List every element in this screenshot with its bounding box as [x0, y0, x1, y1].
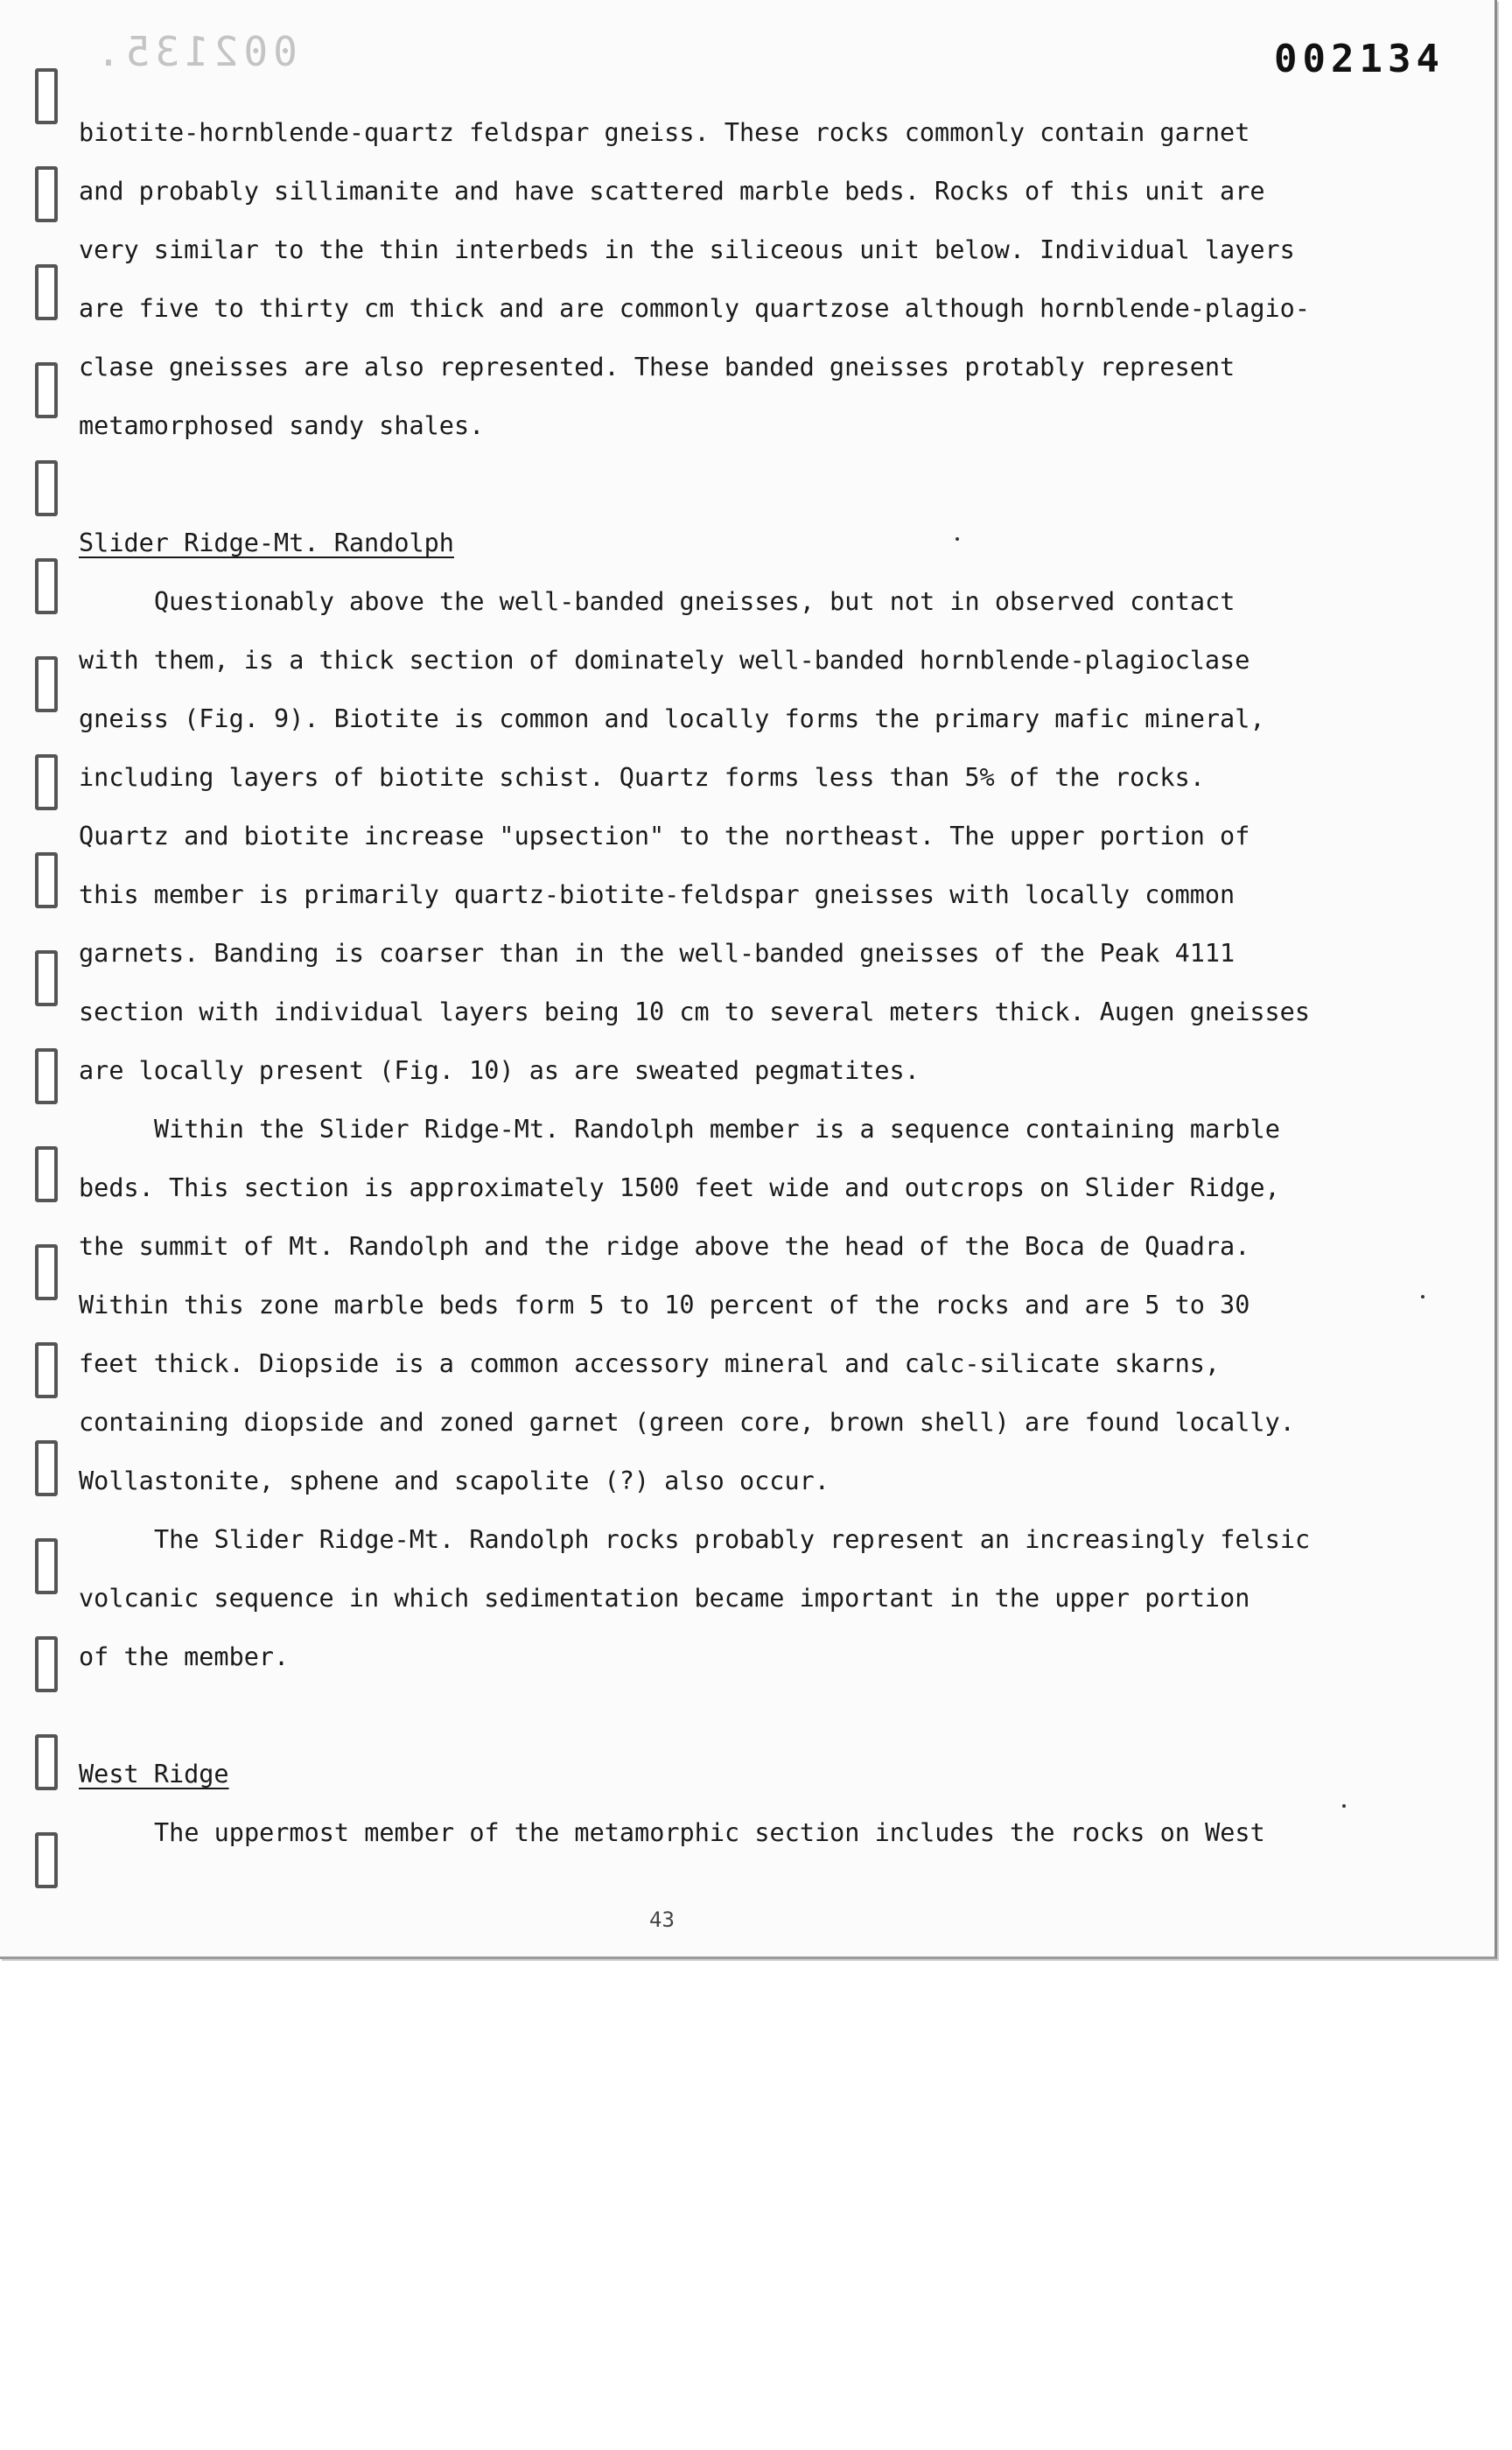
binder-hole [35, 1146, 58, 1202]
text-line: are five to thirty cm thick and are commonly quartzose although hornblende-plagio- [79, 294, 1310, 323]
binder-hole [35, 754, 58, 810]
binder-hole [35, 1342, 58, 1398]
text-line: gneiss (Fig. 9). Biotite is common and locally forms the primary mafic mineral, [79, 704, 1265, 733]
text-line: The uppermost member of the metamorphic section includes the rocks on West [154, 1818, 1265, 1847]
text-line: containing diopside and zoned garnet (green core, brown shell) are found locally. [79, 1408, 1295, 1437]
text-line: Wollastonite, sphene and scapolite (?) also occur. [79, 1466, 830, 1495]
bleed-through-page-number: 002135. [91, 28, 298, 75]
text-line: section with individual layers being 10 cm to several meters thick. Augen gneisses [79, 998, 1310, 1026]
section-heading-slider-ridge: Slider Ridge-Mt. Randolph [79, 528, 454, 557]
binder-hole [35, 1734, 58, 1790]
page-number-stamp: 002134 [1274, 37, 1445, 81]
binder-hole [35, 1244, 58, 1300]
folio-number: 43 [649, 1908, 675, 1932]
text-line: garnets. Banding is coarser than in the well-banded gneisses of the Peak 4111 [79, 939, 1236, 968]
binder-hole [35, 1636, 58, 1692]
text-line: Within this zone marble beds form 5 to 10 percent of the rocks and are 5 to 30 [79, 1291, 1250, 1320]
body-text [79, 103, 1356, 1862]
text-line: metamorphosed sandy shales. [79, 411, 485, 440]
text-line: very similar to the thin interbeds in the siliceous unit below. Individual layers [79, 235, 1295, 264]
binder-hole [35, 1538, 58, 1594]
binder-hole [35, 166, 58, 222]
text-line: Quartz and biotite increase "upsection" to the northeast. The upper portion of [79, 822, 1250, 850]
binder-hole [35, 68, 58, 124]
binder-hole [35, 1440, 58, 1496]
binder-hole [35, 460, 58, 516]
text-line: feet thick. Diopside is a common accessory mineral and calc-silicate skarns, [79, 1349, 1221, 1378]
binder-hole-strip [35, 0, 70, 1956]
text-line: clase gneisses are also represented. These banded gneisses protably represent [79, 353, 1236, 382]
text-line: and probably sillimanite and have scattered marble beds. Rocks of this unit are [79, 177, 1265, 206]
text-line: biotite-hornblende-quartz feldspar gneiss. These rocks commonly contain garnet [79, 118, 1250, 147]
binder-hole [35, 656, 58, 712]
blank-line [79, 1686, 1356, 1745]
text-line: Within the Slider Ridge-Mt. Randolph member is a sequence containing marble [154, 1115, 1280, 1144]
text-line: with them, is a thick section of dominately well-banded hornblende-plagioclase [79, 646, 1250, 675]
text-line: are locally present (Fig. 10) as are sweated pegmatites. [79, 1056, 920, 1085]
binder-hole [35, 362, 58, 418]
text-line: of the member. [79, 1642, 290, 1671]
text-line: this member is primarily quartz-biotite-feldspar gneisses with locally common [79, 880, 1236, 909]
speck [1421, 1295, 1424, 1298]
blank-line [79, 455, 1356, 514]
text-line: beds. This section is approximately 1500 feet wide and outcrops on Slider Ridge, [79, 1173, 1280, 1202]
binder-hole [35, 558, 58, 614]
speck [1342, 1804, 1346, 1808]
text-line: the summit of Mt. Randolph and the ridge above the head of the Boca de Quadra. [79, 1232, 1250, 1261]
text-line: volcanic sequence in which sedimentation became important in the upper portion [79, 1584, 1250, 1613]
binder-hole [35, 264, 58, 320]
text-line: including layers of biotite schist. Quartz forms less than 5% of the rocks. [79, 763, 1205, 792]
binder-hole [35, 1048, 58, 1104]
text-line: Questionably above the well-banded gneisses, but not in observed contact [154, 587, 1236, 616]
binder-hole [35, 852, 58, 908]
binder-hole [35, 950, 58, 1006]
speck [956, 537, 959, 541]
binder-hole [35, 1832, 58, 1888]
section-heading-west-ridge: West Ridge [79, 1760, 229, 1788]
text-line: The Slider Ridge-Mt. Randolph rocks probably represent an increasingly felsic [154, 1525, 1311, 1554]
